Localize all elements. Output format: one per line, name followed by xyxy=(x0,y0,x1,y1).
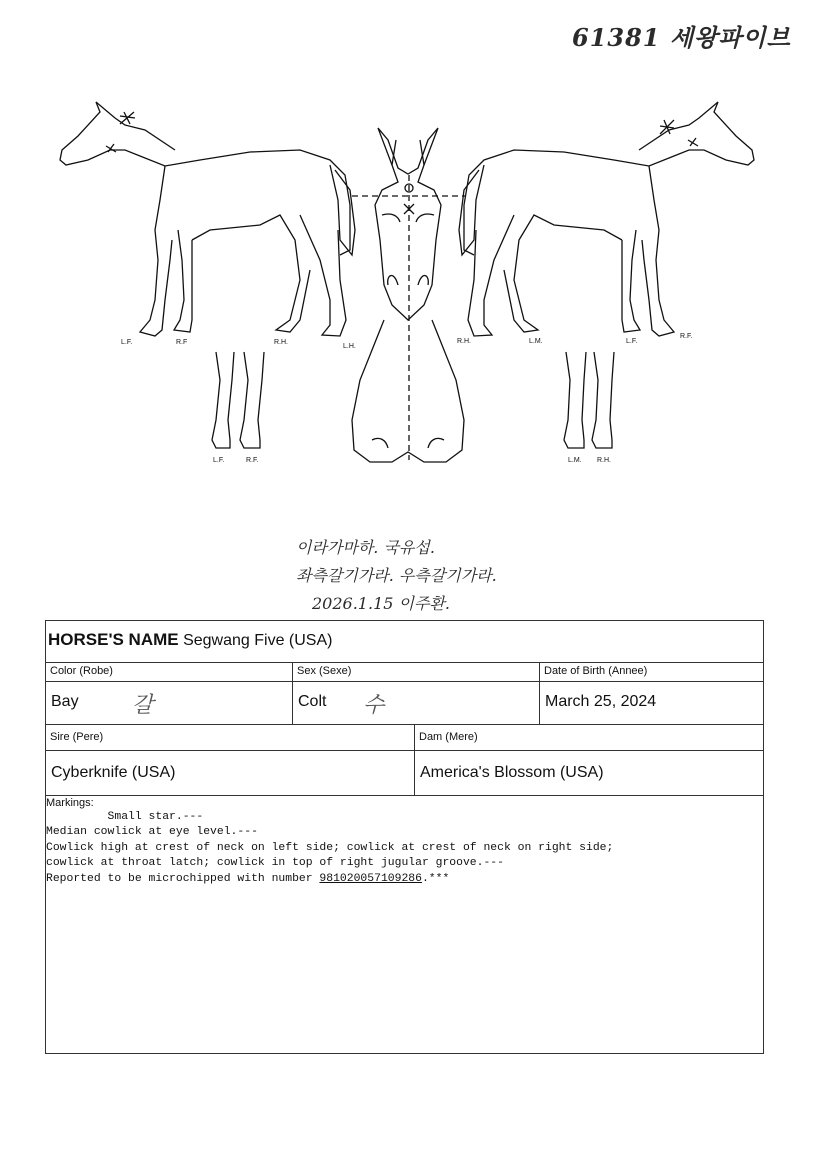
sire-dam-value-row xyxy=(46,751,763,796)
markings-line: Cowlick high at crest of neck on left side; cowlick at crest of neck on right side; xyxy=(46,842,614,854)
horse-identification-form xyxy=(45,620,764,1054)
color-label: Color (Robe) xyxy=(50,665,113,677)
sex-label: Sex (Sexe) xyxy=(297,665,352,677)
sire-dam-caption-row xyxy=(46,725,763,751)
dam-value: America's Blossom (USA) xyxy=(420,764,604,781)
color-sex-dob-caption-row xyxy=(46,663,763,682)
horse-markings-diagram xyxy=(0,0,815,480)
markings-line: cowlick at throat latch; cowlick in top of right jugular groove.--- xyxy=(46,857,504,869)
color-sex-dob-value-row xyxy=(46,682,763,725)
dob-value: March 25, 2024 xyxy=(545,693,657,710)
markings-line: Median cowlick at eye level.--- xyxy=(46,826,258,838)
color-handwritten: 갈 xyxy=(132,693,154,718)
front-legs-outline xyxy=(212,352,264,448)
left-horse-label-lf: L.F. xyxy=(121,339,133,346)
markings-line: Small star.--- xyxy=(46,811,204,823)
markings-section xyxy=(46,796,763,1053)
front-legs-label-lf: L.F. xyxy=(213,457,225,464)
right-horse-label-rf: R.F. xyxy=(680,333,693,340)
markings-label: Markings: xyxy=(46,797,94,809)
dob-label: Date of Birth (Annee) xyxy=(544,665,648,677)
right-horse-outline xyxy=(459,102,754,336)
handwritten-note-line2: 좌측갈기가라. 우측갈기가라. xyxy=(296,566,497,585)
microchip-number: 981020057109286 xyxy=(319,873,422,885)
hind-legs-label-rh: R.H. xyxy=(597,457,611,464)
microchip-suffix: .*** xyxy=(421,873,450,885)
sex-handwritten: 수 xyxy=(363,693,385,718)
front-legs-label-rf: R.F. xyxy=(246,457,259,464)
horse-name-label: HORSE'S NAME xyxy=(48,630,179,649)
right-horse-label-rh: R.H. xyxy=(457,338,471,345)
horse-name-value: Segwang Five (USA) xyxy=(183,632,333,649)
horse-name-row xyxy=(46,621,763,663)
left-horse-label-rh: R.H. xyxy=(274,339,288,346)
horse-name-field xyxy=(48,630,332,650)
color-value: Bay xyxy=(51,693,79,710)
left-horse-outline xyxy=(60,102,355,336)
sire-value: Cyberknife (USA) xyxy=(51,764,176,781)
sire-label: Sire (Pere) xyxy=(50,731,104,743)
microchip-prefix: Reported to be microchipped with number xyxy=(46,873,320,885)
dam-label: Dam (Mere) xyxy=(419,731,478,743)
handwritten-id-note: 61381 세왕파이브 xyxy=(572,23,791,52)
front-view-head-outline xyxy=(352,128,466,462)
handwritten-note-line3: 2026.1.15 이주환. xyxy=(312,594,450,613)
right-horse-label-lm: L.M. xyxy=(529,338,543,345)
sex-value: Colt xyxy=(298,693,327,710)
hind-legs-label-lm: L.M. xyxy=(568,457,582,464)
left-horse-label-lh: L.H. xyxy=(343,343,356,350)
microchip-line xyxy=(46,873,449,885)
handwritten-note-line1: 이라가마하. 국유섭. xyxy=(296,538,435,557)
right-horse-label-lf: L.F. xyxy=(626,338,638,345)
hind-legs-outline xyxy=(564,352,614,448)
left-horse-label-rf: R.F xyxy=(176,339,188,346)
